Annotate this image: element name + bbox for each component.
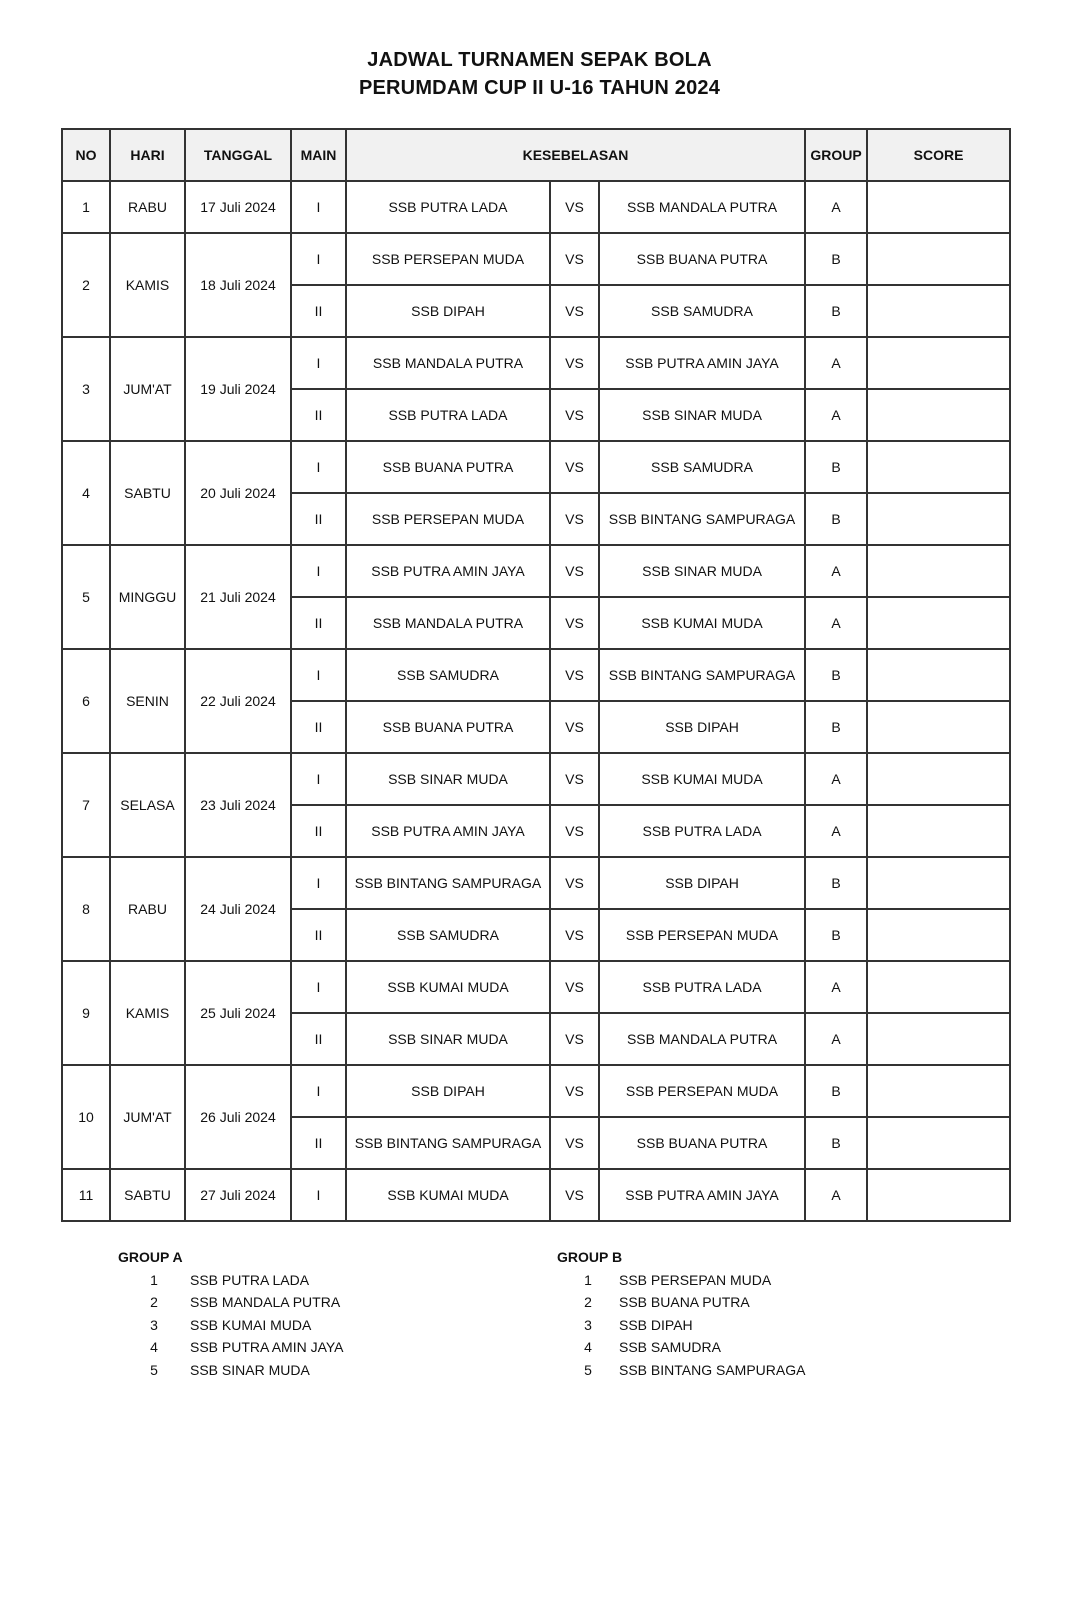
header-hari: HARI [110,129,185,181]
cell-tanggal: 25 Juli 2024 [185,961,291,1065]
cell-main: II [291,1117,346,1169]
cell-group: A [805,961,867,1013]
cell-away-team: SSB SINAR MUDA [599,389,805,441]
cell-no: 3 [62,337,110,441]
schedule-body [62,181,1010,1221]
cell-score [867,753,1010,805]
cell-tanggal: 18 Juli 2024 [185,233,291,337]
cell-away-team: SSB PERSEPAN MUDA [599,909,805,961]
cell-score [867,857,1010,909]
cell-hari: JUM'AT [110,1065,185,1169]
cell-no: 10 [62,1065,110,1169]
cell-home-team: SSB PUTRA AMIN JAYA [346,545,550,597]
table-row [62,337,1010,389]
table-row [62,857,1010,909]
cell-vs: VS [550,961,599,1013]
cell-hari: SABTU [110,1169,185,1221]
cell-group: A [805,597,867,649]
cell-score [867,805,1010,857]
cell-away-team: SSB BINTANG SAMPURAGA [599,493,805,545]
header-group: GROUP [805,129,867,181]
cell-main: II [291,701,346,753]
group-b-list [557,1246,805,1381]
cell-vs: VS [550,389,599,441]
team-number: 5 [150,1361,158,1378]
group-a-list [118,1246,344,1381]
cell-score [867,701,1010,753]
cell-away-team: SSB PUTRA LADA [599,805,805,857]
cell-group: A [805,545,867,597]
cell-home-team: SSB SINAR MUDA [346,753,550,805]
cell-hari: SELASA [110,753,185,857]
cell-group: B [805,233,867,285]
cell-vs: VS [550,1169,599,1221]
cell-score [867,285,1010,337]
cell-vs: VS [550,753,599,805]
cell-score [867,1013,1010,1065]
cell-vs: VS [550,1117,599,1169]
team-number: 5 [584,1361,592,1378]
team-number: 3 [584,1316,592,1333]
header-row [62,129,1010,181]
cell-hari: RABU [110,857,185,961]
cell-away-team: SSB SAMUDRA [599,441,805,493]
team-name: SSB SINAR MUDA [190,1361,310,1378]
cell-score [867,1117,1010,1169]
team-name: SSB DIPAH [619,1316,693,1333]
cell-away-team: SSB BUANA PUTRA [599,1117,805,1169]
cell-tanggal: 20 Juli 2024 [185,441,291,545]
cell-main: I [291,857,346,909]
team-name: SSB PUTRA AMIN JAYA [190,1339,344,1355]
cell-group: A [805,1013,867,1065]
cell-away-team: SSB PUTRA LADA [599,961,805,1013]
list-item [557,1291,805,1314]
team-name: SSB MANDALA PUTRA [190,1294,341,1310]
schedule-table [61,128,1011,1222]
cell-vs: VS [550,1065,599,1117]
cell-home-team: SSB MANDALA PUTRA [346,337,550,389]
cell-home-team: SSB KUMAI MUDA [346,961,550,1013]
cell-home-team: SSB BINTANG SAMPURAGA [346,857,550,909]
cell-tanggal: 26 Juli 2024 [185,1065,291,1169]
cell-group: B [805,1065,867,1117]
cell-away-team: SSB SAMUDRA [599,285,805,337]
cell-vs: VS [550,857,599,909]
cell-home-team: SSB DIPAH [346,285,550,337]
table-row [62,181,1010,233]
cell-home-team: SSB SINAR MUDA [346,1013,550,1065]
cell-tanggal: 19 Juli 2024 [185,337,291,441]
cell-vs: VS [550,545,599,597]
list-item [118,1269,344,1292]
cell-score [867,961,1010,1013]
cell-no: 6 [62,649,110,753]
cell-hari: KAMIS [110,233,185,337]
table-row [62,961,1010,1013]
cell-home-team: SSB BUANA PUTRA [346,441,550,493]
cell-tanggal: 27 Juli 2024 [185,1169,291,1221]
cell-away-team: SSB BINTANG SAMPURAGA [599,649,805,701]
cell-away-team: SSB PUTRA AMIN JAYA [599,337,805,389]
table-row [62,441,1010,493]
list-item [118,1359,344,1382]
cell-main: I [291,181,346,233]
cell-group: B [805,493,867,545]
cell-away-team: SSB MANDALA PUTRA [599,181,805,233]
header-score: SCORE [867,129,1010,181]
cell-tanggal: 24 Juli 2024 [185,857,291,961]
cell-home-team: SSB PUTRA AMIN JAYA [346,805,550,857]
cell-vs: VS [550,909,599,961]
list-item [118,1336,344,1359]
cell-main: I [291,1169,346,1221]
cell-hari: KAMIS [110,961,185,1065]
cell-away-team: SSB KUMAI MUDA [599,753,805,805]
cell-group: A [805,753,867,805]
cell-score [867,597,1010,649]
cell-score [867,233,1010,285]
cell-away-team: SSB SINAR MUDA [599,545,805,597]
cell-group: B [805,857,867,909]
cell-away-team: SSB PUTRA AMIN JAYA [599,1169,805,1221]
list-item [557,1359,805,1382]
cell-vs: VS [550,701,599,753]
list-item [557,1314,805,1337]
cell-home-team: SSB PERSEPAN MUDA [346,493,550,545]
cell-score [867,493,1010,545]
cell-main: II [291,389,346,441]
cell-main: I [291,961,346,1013]
cell-vs: VS [550,285,599,337]
cell-group: A [805,805,867,857]
cell-vs: VS [550,597,599,649]
cell-score [867,389,1010,441]
cell-no: 8 [62,857,110,961]
list-item [118,1314,344,1337]
cell-group: A [805,1169,867,1221]
team-name: SSB BUANA PUTRA [619,1294,750,1310]
cell-home-team: SSB PUTRA LADA [346,181,550,233]
table-row [62,649,1010,701]
cell-score [867,337,1010,389]
table-row [62,545,1010,597]
cell-home-team: SSB MANDALA PUTRA [346,597,550,649]
cell-hari: SABTU [110,441,185,545]
cell-main: I [291,337,346,389]
cell-vs: VS [550,1013,599,1065]
group-b-title: GROUP B [557,1249,623,1265]
cell-main: II [291,285,346,337]
header-main: MAIN [291,129,346,181]
cell-tanggal: 22 Juli 2024 [185,649,291,753]
cell-vs: VS [550,337,599,389]
cell-home-team: SSB PUTRA LADA [346,389,550,441]
cell-score [867,181,1010,233]
cell-hari: JUM'AT [110,337,185,441]
cell-away-team: SSB KUMAI MUDA [599,597,805,649]
title-line-2: PERUMDAM CUP II U-16 TAHUN 2024 [358,77,721,99]
table-row [62,753,1010,805]
cell-tanggal: 21 Juli 2024 [185,545,291,649]
cell-main: I [291,545,346,597]
cell-no: 9 [62,961,110,1065]
cell-no: 2 [62,233,110,337]
team-number: 4 [584,1339,592,1355]
team-number: 1 [150,1271,158,1288]
cell-score [867,909,1010,961]
cell-no: 1 [62,181,110,233]
cell-home-team: SSB SAMUDRA [346,649,550,701]
cell-main: I [291,1065,346,1117]
cell-tanggal: 23 Juli 2024 [185,753,291,857]
cell-score [867,649,1010,701]
cell-group: B [805,441,867,493]
cell-tanggal: 17 Juli 2024 [185,181,291,233]
cell-vs: VS [550,181,599,233]
cell-vs: VS [550,493,599,545]
cell-main: II [291,1013,346,1065]
cell-hari: RABU [110,181,185,233]
cell-vs: VS [550,649,599,701]
cell-no: 5 [62,545,110,649]
cell-main: II [291,597,346,649]
cell-main: II [291,909,346,961]
cell-score [867,1169,1010,1221]
cell-main: I [291,753,346,805]
cell-main: II [291,805,346,857]
cell-main: I [291,233,346,285]
cell-away-team: SSB PERSEPAN MUDA [599,1065,805,1117]
cell-away-team: SSB BUANA PUTRA [599,233,805,285]
team-number: 2 [584,1294,592,1310]
header-kesebelasan: KESEBELASAN [346,129,805,181]
team-name: SSB KUMAI MUDA [190,1316,312,1333]
cell-vs: VS [550,233,599,285]
header-no: NO [62,129,110,181]
cell-vs: VS [550,805,599,857]
team-number: 1 [584,1271,592,1288]
cell-group: A [805,181,867,233]
group-a-title: GROUP A [118,1249,183,1265]
cell-vs: VS [550,441,599,493]
team-number: 3 [150,1316,158,1333]
cell-home-team: SSB KUMAI MUDA [346,1169,550,1221]
cell-home-team: SSB SAMUDRA [346,909,550,961]
table-row [62,1169,1010,1221]
list-item [118,1291,344,1314]
cell-group: A [805,337,867,389]
cell-group: B [805,285,867,337]
team-number: 2 [150,1294,158,1310]
list-item [557,1269,805,1292]
cell-score [867,1065,1010,1117]
cell-hari: MINGGU [110,545,185,649]
list-item [557,1336,805,1359]
cell-home-team: SSB DIPAH [346,1065,550,1117]
cell-no: 7 [62,753,110,857]
cell-score [867,441,1010,493]
title-line-1: JADWAL TURNAMEN SEPAK BOLA [367,49,712,71]
team-name: SSB PERSEPAN MUDA [619,1271,772,1288]
cell-main: I [291,441,346,493]
team-name: SSB PUTRA LADA [190,1271,310,1288]
cell-away-team: SSB MANDALA PUTRA [599,1013,805,1065]
cell-group: B [805,1117,867,1169]
table-row [62,233,1010,285]
cell-hari: SENIN [110,649,185,753]
team-name: SSB SAMUDRA [619,1339,721,1355]
document-title [0,46,1079,102]
cell-no: 4 [62,441,110,545]
cell-group: B [805,701,867,753]
cell-home-team: SSB PERSEPAN MUDA [346,233,550,285]
team-name: SSB BINTANG SAMPURAGA [619,1361,806,1378]
table-row [62,1065,1010,1117]
cell-score [867,545,1010,597]
cell-main: II [291,493,346,545]
cell-group: B [805,909,867,961]
cell-group: B [805,649,867,701]
cell-group: A [805,389,867,441]
cell-away-team: SSB DIPAH [599,701,805,753]
cell-home-team: SSB BUANA PUTRA [346,701,550,753]
cell-away-team: SSB DIPAH [599,857,805,909]
cell-no: 11 [62,1169,110,1221]
cell-home-team: SSB BINTANG SAMPURAGA [346,1117,550,1169]
team-number: 4 [150,1339,158,1355]
header-tanggal: TANGGAL [185,129,291,181]
cell-main: I [291,649,346,701]
